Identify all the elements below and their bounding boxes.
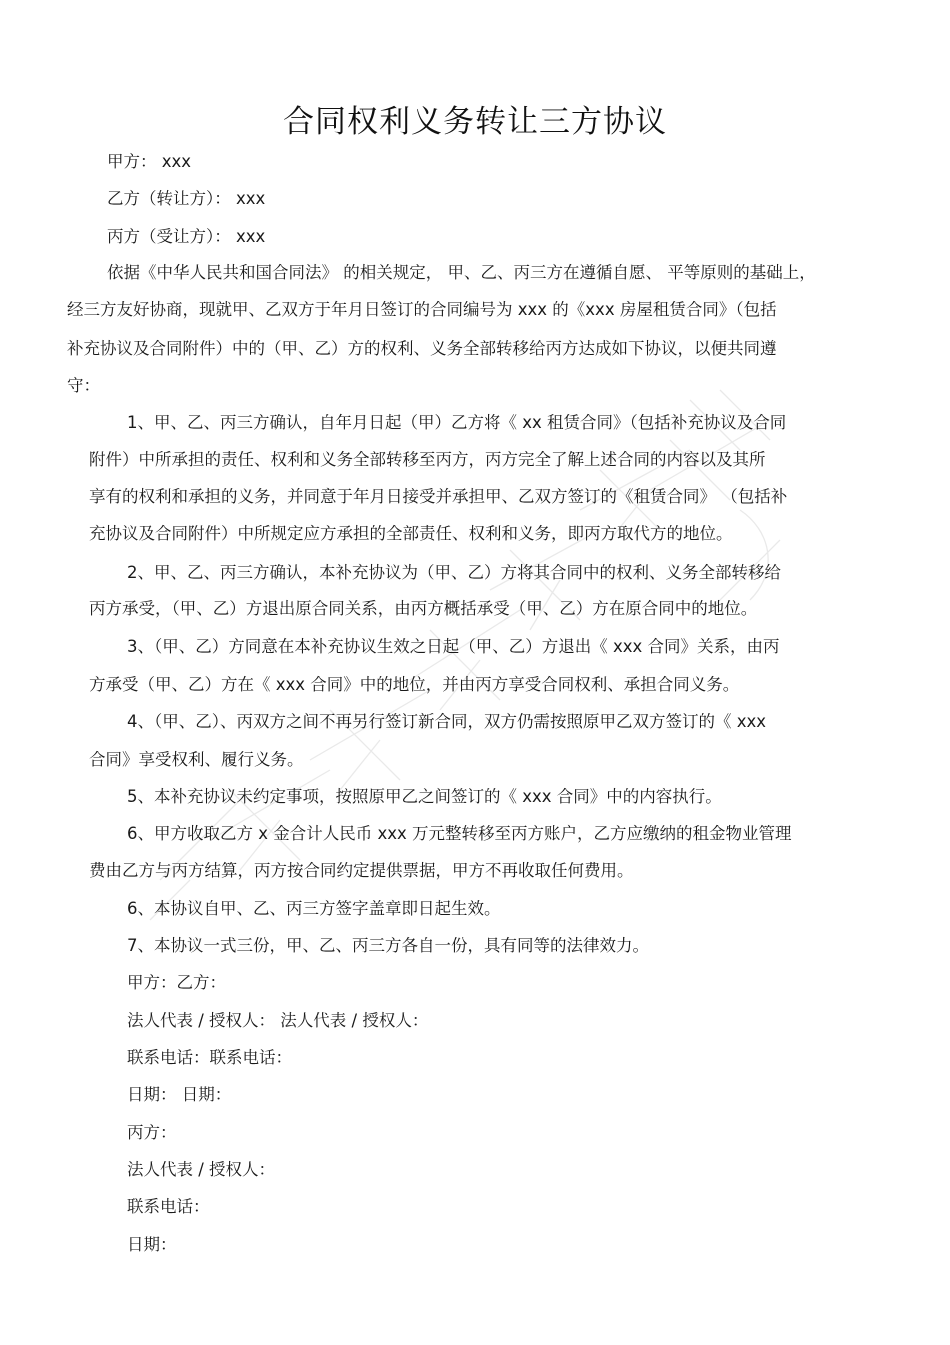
signature-line: 丙方： [127,1123,177,1142]
clause-line: 享有的权利和承担的义务，并同意于年月日接受并承担甲、乙双方签订的《租赁合同》 （包括补 [89,487,788,506]
signature-line: 日期： 日期： [127,1085,232,1104]
clause-line: 7、本协议一式三份，甲、乙、丙三方各自一份，具有同等的法律效力。 [127,936,649,955]
party-bing: 丙方（受让方）： xxx [107,227,266,246]
clause-line: 2、甲、乙、丙三方确认，本补充协议为（甲、乙）方将其合同中的权利、义务全部转移给 [127,563,781,582]
clause-line: 附件）中所承担的责任、权利和义务全部转移至丙方，丙方完全了解上述合同的内容以及其所 [89,450,766,469]
clause-line: 1、甲、乙、丙三方确认，自年月日起（甲）乙方将《 xx 租赁合同》（包括补充协议及合同 [127,413,787,432]
clause-line: 方承受（甲、乙）方在《 xxx 合同》中的地位，并由丙方享受合同权利、承担合同义务。 [89,675,740,694]
signature-line: 法人代表 / 授权人： 法人代表 / 授权人： [127,1011,429,1030]
clause-line: 费由乙方与丙方结算，丙方按合同约定提供票据，甲方不再收取任何费用。 [89,861,634,880]
signature-line: 联系电话：联系电话： [127,1048,292,1067]
clause-line: 合同》享受权利、履行义务。 [89,750,304,769]
signature-line: 甲方：乙方： [127,973,226,992]
signature-line: 联系电话： [127,1197,210,1216]
party-yi: 乙方（转让方）： xxx [107,189,266,208]
clause-line: 充协议及合同附件）中所规定应方承担的全部责任、权利和义务，即丙方取代方的地位。 [89,524,733,543]
document-title: 合同权利义务转让三方协议 [283,104,667,140]
clause-line: 6、甲方收取乙方 x 金合计人民币 xxx 万元整转移至丙方账户，乙方应缴纳的租金物业管理 [127,824,792,843]
intro-line: 守： [67,376,100,395]
intro-line: 依据《中华人民共和国合同法》 的相关规定， 甲、乙、丙三方在遵循自愿、 平等原则的基础上， [107,263,816,282]
signature-line: 法人代表 / 授权人： [127,1160,276,1179]
clause-line: 4、（甲、乙）、丙双方之间不再另行签订新合同，双方仍需按照原甲乙双方签订的《 xxx [127,712,767,731]
intro-line: 经三方友好协商，现就甲、乙双方于年月日签订的合同编号为 xxx 的《xxx 房屋租赁合同》（包括 [67,300,777,319]
clause-line: 6、本协议自甲、乙、丙三方签字盖章即日起生效。 [127,899,501,918]
intro-line: 补充协议及合同附件）中的（甲、乙）方的权利、义务全部转移给丙方达成如下协议，以便共同遵 [67,339,777,358]
clause-line: 丙方承受，（甲、乙）方退出原合同关系，由丙方概括承受（甲、乙）方在原合同中的地位。 [89,599,758,618]
clause-line: 3、（甲、乙）方同意在本补充协议生效之日起（甲、乙）方退出《 xxx 合同》关系，由丙 [127,637,780,656]
party-jia: 甲方： xxx [107,152,192,171]
signature-line: 日期： [127,1235,177,1254]
clause-line: 5、本补充协议未约定事项，按照原甲乙之间签订的《 xxx 合同》中的内容执行。 [127,787,722,806]
